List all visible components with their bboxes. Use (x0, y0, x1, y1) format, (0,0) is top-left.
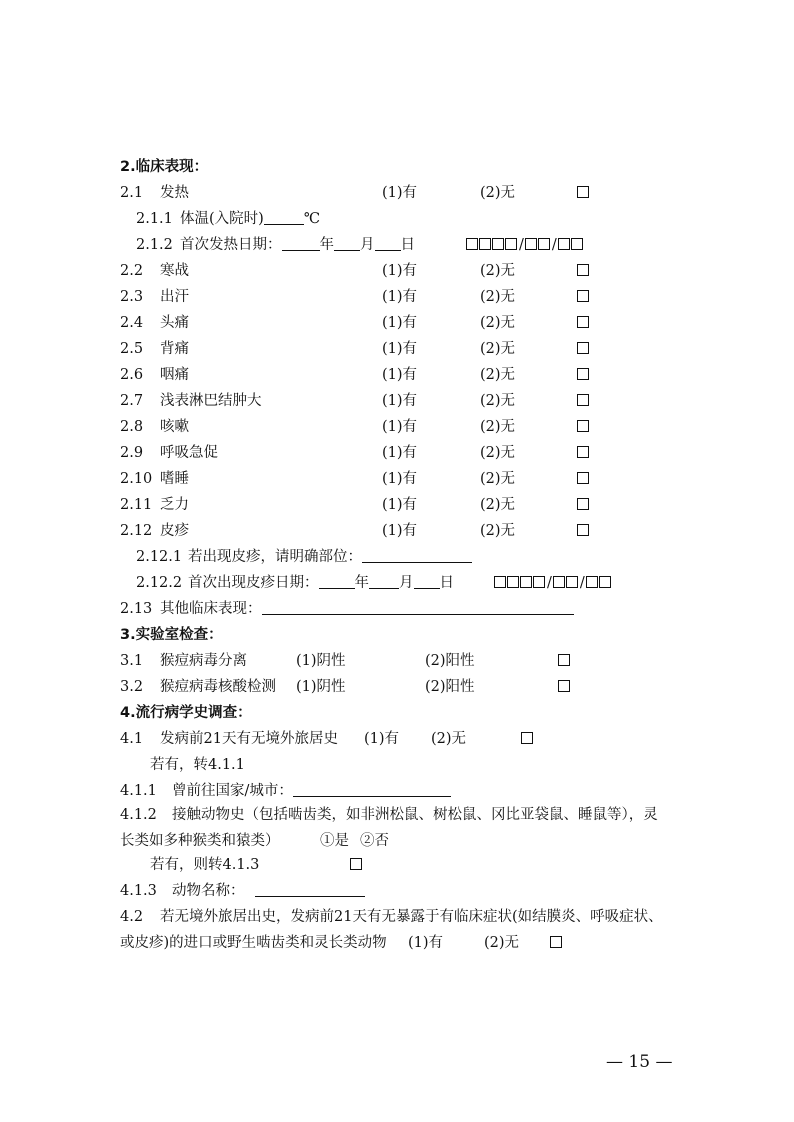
item-label: 其他临床表现： (160, 601, 262, 617)
checkbox[interactable] (533, 576, 545, 588)
item-num: 2.2 (120, 263, 144, 279)
item-2-10 (120, 470, 189, 488)
item-label: 头痛 (160, 315, 189, 331)
temperature-field[interactable] (264, 210, 304, 225)
checkbox[interactable] (577, 368, 589, 380)
animal-name-field[interactable] (255, 882, 365, 897)
item-num: 4.1.1 (120, 783, 157, 799)
item-3-2 (120, 678, 276, 696)
item-label: 皮疹 (160, 523, 189, 539)
checkbox[interactable] (550, 936, 562, 948)
month-field[interactable] (334, 236, 360, 251)
item-label: 出汗 (160, 289, 189, 305)
item-label: 发热 (160, 185, 189, 201)
checkbox[interactable] (577, 524, 589, 536)
checkbox[interactable] (466, 238, 478, 250)
slash: / (551, 237, 557, 253)
item-2-2 (120, 262, 189, 280)
checkbox[interactable] (520, 576, 532, 588)
checkbox[interactable] (558, 654, 570, 666)
option-yes[interactable]: (1)有 (382, 315, 418, 331)
option-no[interactable]: (2)无 (480, 419, 516, 435)
checkbox[interactable] (521, 732, 533, 744)
year-field[interactable] (282, 236, 320, 251)
item-4-1-2 (120, 806, 658, 824)
item-num: 4.1.3 (120, 883, 157, 899)
rash-site-field[interactable] (362, 548, 472, 563)
item-2-3 (120, 288, 189, 306)
option-no[interactable]: (2)无 (480, 367, 516, 383)
day-field[interactable] (414, 574, 440, 589)
checkbox[interactable] (494, 576, 506, 588)
item-num: 2.1.2 (136, 237, 173, 253)
item-2-13 (120, 600, 574, 618)
item-2-1-1 (136, 210, 320, 228)
note-4-1-2: 若有，则转4.1.3 (150, 857, 260, 873)
item-label: 若无境外旅居出史，发病前21天有无暴露于有临床症状(如结膜炎、呼吸症状、 (160, 909, 663, 925)
option-yes[interactable]: (1)有 (382, 419, 418, 435)
item-num: 3.1 (120, 653, 144, 669)
other-clinical-field[interactable] (262, 600, 574, 615)
item-num: 4.2 (120, 909, 144, 925)
item-num: 2.12.2 (136, 575, 183, 591)
item-4-1-2-cont (120, 832, 280, 850)
checkbox[interactable] (571, 238, 583, 250)
option-yes[interactable]: (1)有 (382, 185, 418, 201)
checkbox[interactable] (586, 576, 598, 588)
item-label: 浅表淋巴结肿大 (160, 393, 262, 409)
slash: / (579, 575, 585, 591)
option-yes[interactable]: (1)有 (382, 341, 418, 357)
checkbox[interactable] (577, 316, 589, 328)
item-label: 猴痘病毒分离 (160, 653, 247, 669)
item-2-1 (120, 184, 189, 202)
item-num: 2.9 (120, 445, 144, 461)
item-num: 2.1.1 (136, 211, 173, 227)
option-no[interactable]: (2)无 (484, 935, 520, 951)
item-2-8 (120, 418, 189, 436)
item-2-9 (120, 444, 218, 462)
item-4-2-cont (120, 934, 387, 952)
item-num: 2.13 (120, 601, 153, 617)
item-label: 咳嗽 (160, 419, 189, 435)
option-no[interactable]: (2)无 (480, 315, 516, 331)
checkbox[interactable] (558, 238, 570, 250)
item-label-cont: 长类如多种猴类和猿类） (120, 833, 280, 849)
option-yes[interactable]: (1)有 (364, 731, 400, 747)
month-label: 月 (399, 575, 414, 591)
item-2-12 (120, 522, 189, 540)
unit-celsius: ℃ (303, 211, 321, 227)
month-label: 月 (360, 237, 375, 253)
day-label: 日 (439, 575, 454, 591)
section-lab-title: 3.实验室检查： (120, 627, 223, 643)
item-label: 咽痛 (160, 367, 189, 383)
note-4-1: 若有，转4.1.1 (150, 757, 245, 773)
item-num: 2.12.1 (136, 549, 183, 565)
option-positive[interactable]: (2)阳性 (425, 679, 475, 695)
item-label: 首次发热日期： (180, 237, 282, 253)
item-4-1-1 (120, 782, 451, 800)
item-label: 接触动物史（包括啮齿类，如非洲松鼠、树松鼠、冈比亚袋鼠、睡鼠等），灵 (172, 807, 658, 823)
page-number: — 15 — (606, 1052, 673, 1072)
item-2-4 (120, 314, 189, 332)
option-yes[interactable]: (1)有 (382, 471, 418, 487)
checkbox[interactable] (479, 238, 491, 250)
item-num: 2.4 (120, 315, 144, 331)
item-num: 4.1 (120, 731, 144, 747)
option-yes[interactable]: (1)有 (382, 367, 418, 383)
checkbox[interactable] (553, 576, 565, 588)
option-yes[interactable]: (1)有 (382, 289, 418, 305)
checkbox[interactable] (558, 680, 570, 692)
option-no[interactable]: (2)无 (480, 263, 516, 279)
option-yes[interactable]: ①是 (320, 833, 349, 849)
year-label: 年 (319, 237, 334, 253)
option-yes[interactable]: (1)有 (382, 393, 418, 409)
item-num: 2.7 (120, 393, 144, 409)
checkbox[interactable] (566, 576, 578, 588)
checkbox[interactable] (577, 394, 589, 406)
section-clinical-title: 2.临床表现： (120, 159, 209, 175)
slash: / (519, 237, 524, 253)
item-label: 嗜睡 (160, 471, 189, 487)
option-yes[interactable]: (1)有 (382, 445, 418, 461)
option-no[interactable]: (2)无 (480, 289, 516, 305)
date-code-boxes (466, 236, 584, 254)
item-3-1 (120, 652, 247, 670)
item-2-6 (120, 366, 189, 384)
item-num: 2.8 (120, 419, 144, 435)
item-2-1-2 (136, 236, 415, 254)
checkbox[interactable] (525, 238, 537, 250)
item-num: 2.12 (120, 523, 153, 539)
checkbox[interactable] (505, 238, 517, 250)
checkbox[interactable] (577, 186, 589, 198)
item-num: 2.3 (120, 289, 144, 305)
checkbox[interactable] (492, 238, 504, 250)
item-label: 寒战 (160, 263, 189, 279)
checkbox[interactable] (577, 342, 589, 354)
item-label: 若出现皮疹，请明确部位： (188, 549, 362, 565)
option-yes[interactable]: (1)有 (382, 497, 418, 513)
option-no[interactable]: (2)无 (480, 393, 516, 409)
year-label: 年 (354, 575, 369, 591)
option-no[interactable]: (2)无 (480, 523, 516, 539)
option-no[interactable]: (2)无 (480, 341, 516, 357)
checkbox[interactable] (577, 472, 589, 484)
option-positive[interactable]: (2)阳性 (425, 653, 475, 669)
option-no[interactable]: (2)无 (480, 471, 516, 487)
option-yes[interactable]: (1)有 (382, 263, 418, 279)
item-num: 2.1 (120, 185, 144, 201)
item-4-1 (120, 730, 338, 748)
checkbox[interactable] (599, 576, 611, 588)
section-epi-title: 4.流行病学史调查： (120, 705, 252, 721)
country-city-field[interactable] (293, 782, 451, 797)
checkbox[interactable] (577, 498, 589, 510)
item-label: 猴痘病毒核酸检测 (160, 679, 276, 695)
item-2-12-1 (136, 548, 472, 566)
item-label: 呼吸急促 (160, 445, 218, 461)
checkbox[interactable] (577, 290, 589, 302)
option-negative[interactable]: (1)阴性 (296, 679, 346, 695)
checkbox[interactable] (577, 446, 589, 458)
day-field[interactable] (375, 236, 401, 251)
item-num: 3.2 (120, 679, 144, 695)
item-2-5 (120, 340, 189, 358)
date-code-boxes (494, 574, 612, 592)
checkbox[interactable] (538, 238, 550, 250)
option-no[interactable]: (2)无 (480, 185, 516, 201)
item-label: 动物名称： (172, 883, 245, 899)
month-field[interactable] (369, 574, 399, 589)
checkbox[interactable] (577, 264, 589, 276)
item-label: 乏力 (160, 497, 189, 513)
item-2-12-2 (136, 574, 454, 592)
item-num: 2.5 (120, 341, 144, 357)
item-4-1-3 (120, 882, 365, 900)
item-num: 2.11 (120, 497, 153, 513)
item-4-2 (120, 908, 663, 926)
day-label: 日 (400, 237, 415, 253)
item-label: 体温(入院时) (180, 211, 264, 227)
option-no[interactable]: (2)无 (431, 731, 467, 747)
item-num: 2.10 (120, 471, 153, 487)
checkbox[interactable] (350, 858, 362, 870)
option-negative[interactable]: (1)阴性 (296, 653, 346, 669)
item-label: 发病前21天有无境外旅居史 (160, 731, 338, 747)
item-label-cont: 或皮疹)的进口或野生啮齿类和灵长类动物 (120, 935, 387, 951)
item-label: 背痛 (160, 341, 189, 357)
year-field[interactable] (319, 574, 355, 589)
item-num: 4.1.2 (120, 807, 157, 823)
checkbox[interactable] (507, 576, 519, 588)
option-yes[interactable]: (1)有 (408, 935, 444, 951)
option-no[interactable]: (2)无 (480, 497, 516, 513)
option-no[interactable]: ②否 (360, 833, 389, 849)
slash: / (547, 575, 552, 591)
option-no[interactable]: (2)无 (480, 445, 516, 461)
item-label: 曾前往国家/城市： (172, 783, 293, 799)
item-2-7 (120, 392, 262, 410)
item-num: 2.6 (120, 367, 144, 383)
checkbox[interactable] (577, 420, 589, 432)
option-yes[interactable]: (1)有 (382, 523, 418, 539)
item-label: 首次出现皮疹日期： (188, 575, 319, 591)
item-2-11 (120, 496, 189, 514)
